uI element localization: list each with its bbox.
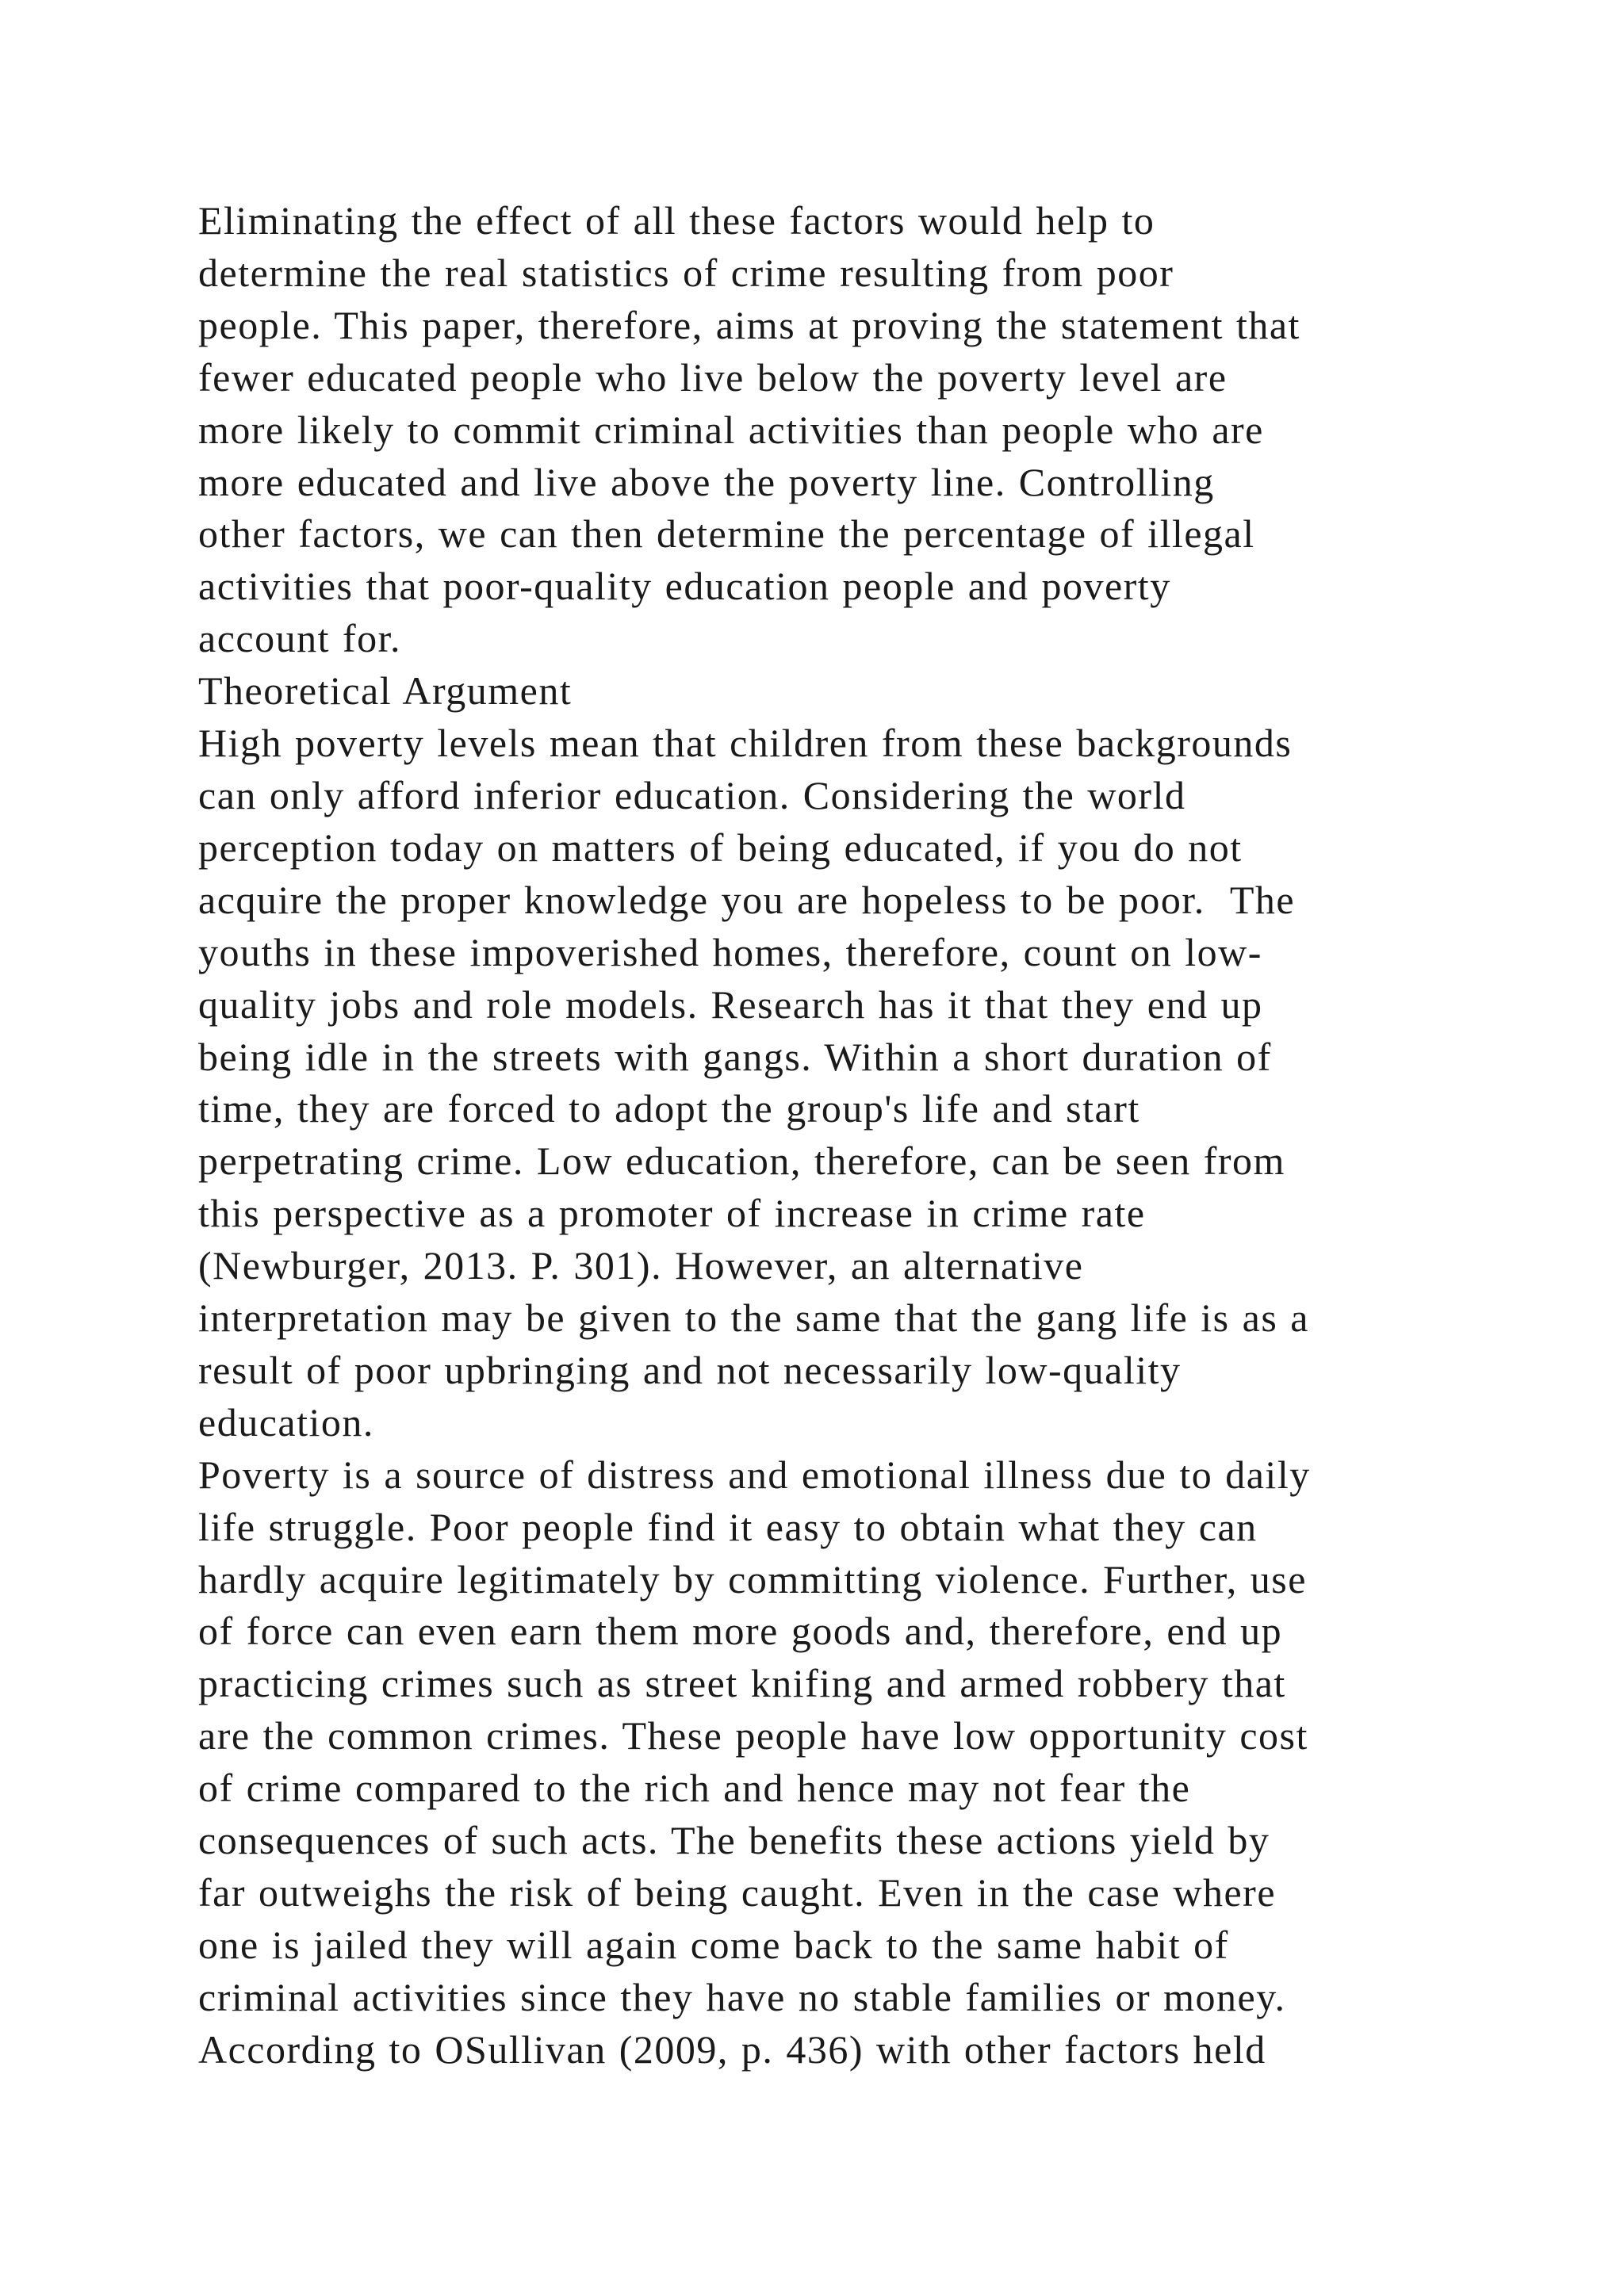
text-line: practicing crimes such as street knifing and armed robbery that <box>198 1661 1286 1706</box>
text-line: activities that poor-quality education people and poverty <box>198 564 1171 609</box>
text-line: of crime compared to the rich and hence may not fear the <box>198 1766 1191 1811</box>
document-body <box>198 195 1515 2076</box>
text-line: can only afford inferior education. Considering the world <box>198 772 1186 817</box>
text-line: consequences of such acts. The benefits these actions yield by <box>198 1818 1270 1863</box>
text-line: quality jobs and role models. Research has it that they end up <box>198 982 1263 1027</box>
text-line: more educated and live above the poverty line. Controlling <box>198 459 1215 504</box>
text-line: more likely to commit criminal activities than people who are <box>198 407 1264 452</box>
text-line: life struggle. Poor people find it easy to obtain what they can <box>198 1504 1258 1549</box>
text-line: account for. <box>198 616 402 661</box>
text-line: time, they are forced to adopt the group's life and start <box>198 1086 1140 1131</box>
text-line: perception today on matters of being educated, if you do not <box>198 825 1243 870</box>
text-line: Poverty is a source of distress and emotional illness due to daily <box>198 1452 1311 1497</box>
text-line: perpetrating crime. Low education, therefore, can be seen from <box>198 1138 1285 1184</box>
text-line: of force can even earn them more goods and, therefore, end up <box>198 1609 1283 1654</box>
text-line: this perspective as a promoter of increase in crime rate <box>198 1191 1146 1236</box>
text-line: other factors, we can then determine the percentage of illegal <box>198 511 1255 557</box>
text-line: High poverty levels mean that children from these backgrounds <box>198 721 1293 766</box>
text-line: interpretation may be given to the same that the gang life is as a <box>198 1295 1309 1341</box>
text-line: Eliminating the effect of all these factors would help to <box>198 198 1155 243</box>
text-line: criminal activities since they have no stable families or money. <box>198 1974 1286 2019</box>
text-line: determine the real statistics of crime resulting from poor <box>198 250 1174 295</box>
section-heading: Theoretical Argument <box>198 668 573 714</box>
text-line: being idle in the streets with gangs. Within a short duration of <box>198 1034 1272 1079</box>
text-line: far outweighs the risk of being caught. Even in the case where <box>198 1870 1277 1915</box>
text-line: people. This paper, therefore, aims at proving the statement that <box>198 302 1300 347</box>
text-line: According to OSullivan (2009, p. 436) with other factors held <box>198 2026 1266 2072</box>
text-line: hardly acquire legitimately by committing violence. Further, use <box>198 1556 1307 1601</box>
text-line: result of poor upbringing and not necessarily low-quality <box>198 1347 1182 1392</box>
text-line: youths in these impoverished homes, therefore, count on low- <box>198 929 1262 974</box>
text-line: education. <box>198 1399 374 1445</box>
text-line: fewer educated people who live below the poverty level are <box>198 354 1228 400</box>
text-line: are the common crimes. These people have low opportunity cost <box>198 1713 1308 1758</box>
text-line: (Newburger, 2013. P. 301). However, an alternative <box>198 1243 1084 1288</box>
text-line: one is jailed they will again come back to the same habit of <box>198 1922 1229 1967</box>
text-line: acquire the proper knowledge you are hopeless to be poor. The <box>198 877 1296 922</box>
